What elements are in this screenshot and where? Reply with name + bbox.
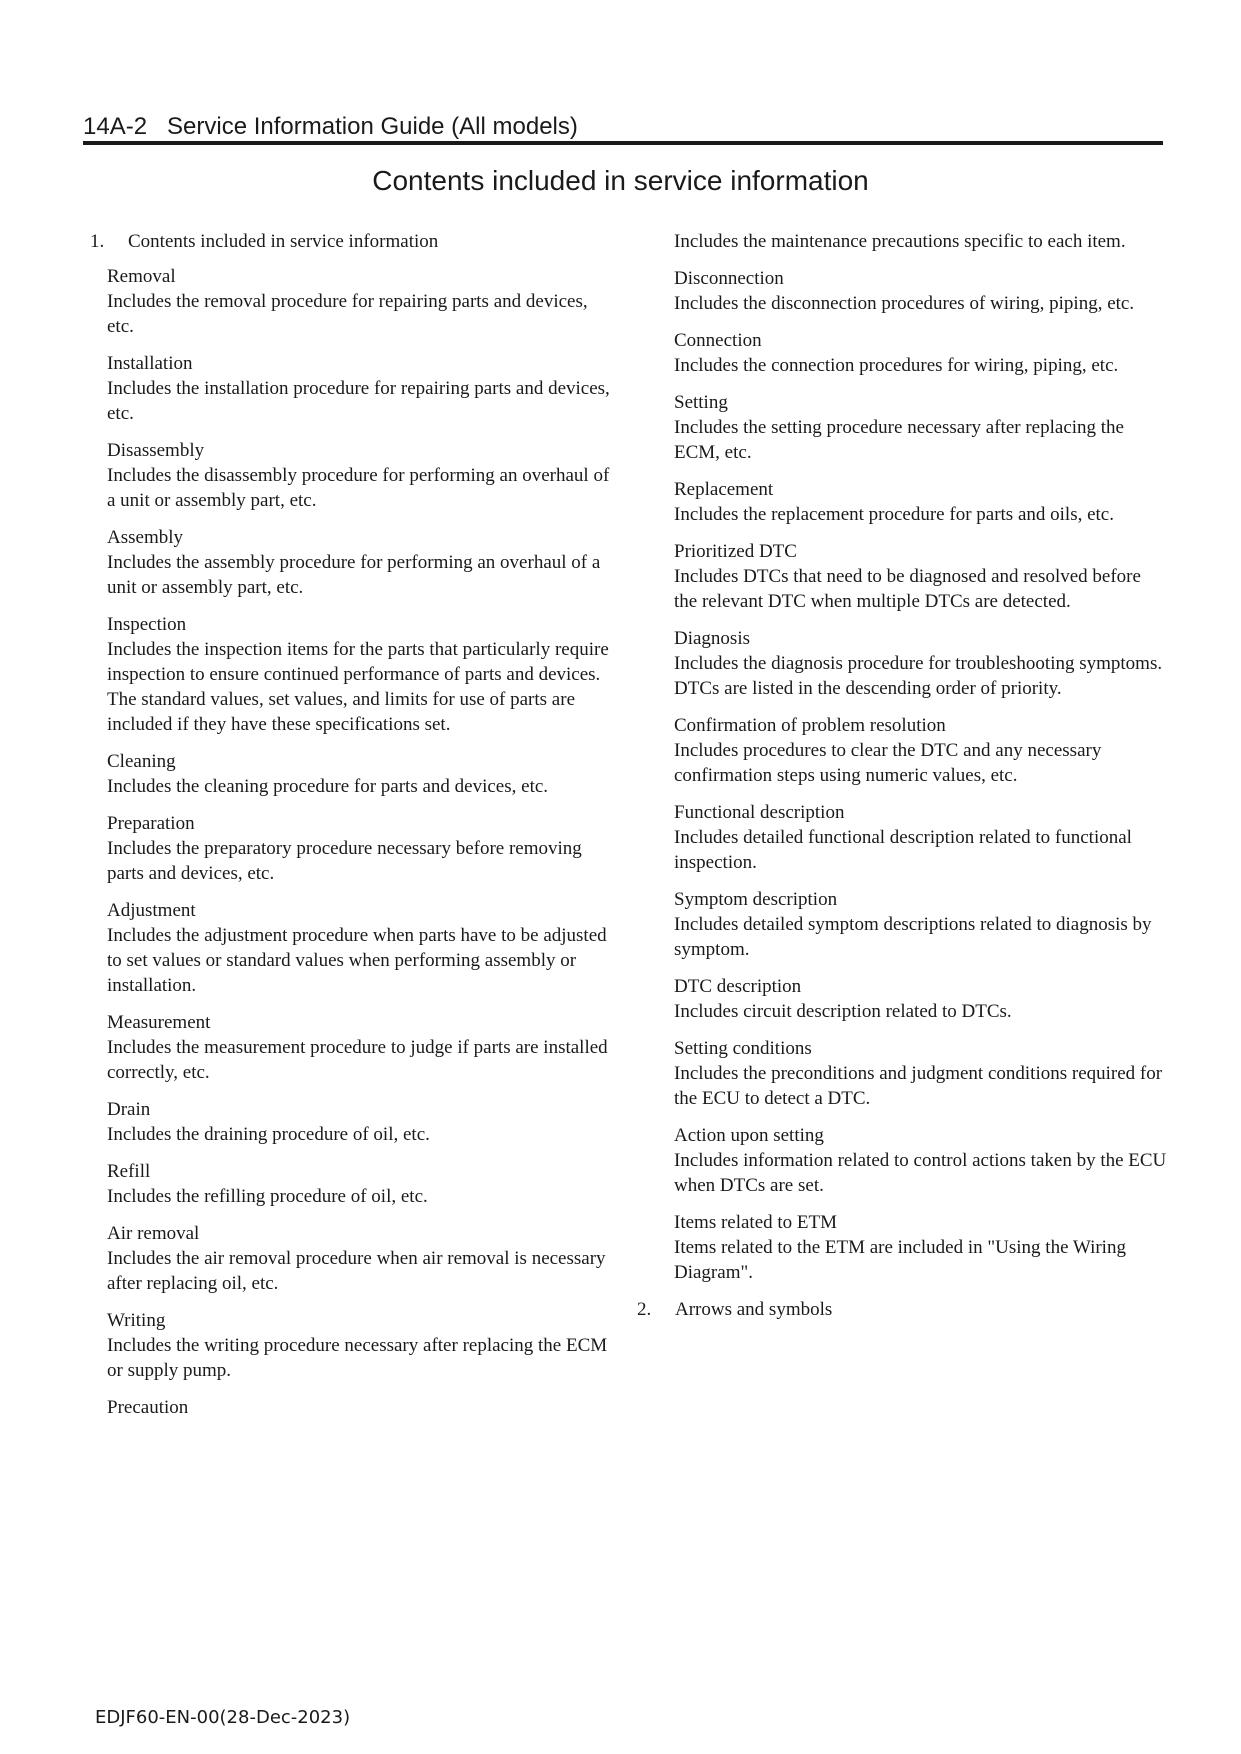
entry-item	[107, 749, 610, 799]
entry-description: Includes procedures to clear the DTC and any necessary confirmation steps using numeric values, etc.	[674, 740, 1102, 786]
entry-description: Includes detailed functional description related to functional inspection.	[674, 827, 1132, 873]
entry-title: Confirmation of problem resolution	[674, 715, 946, 736]
precaution-continuation	[674, 229, 1167, 254]
entry-item	[107, 1308, 610, 1383]
entry-description: Items related to the ETM are included in "Using the Wiring Diagram".	[674, 1237, 1126, 1283]
entry-description: Includes detailed symptom descriptions related to diagnosis by symptom.	[674, 914, 1152, 960]
entry-description: Includes the air removal procedure when air removal is necessary after replacing oil, etc.	[107, 1248, 606, 1294]
entry-description: Includes circuit description related to DTCs.	[674, 1001, 1012, 1022]
left-entry-list	[90, 264, 610, 1420]
section-2-heading	[637, 1297, 1167, 1322]
entry-title: Refill	[107, 1161, 151, 1182]
entry-title: Prioritized DTC	[674, 541, 797, 562]
entry-description: Includes the preconditions and judgment conditions required for the ECU to detect a DTC.	[674, 1063, 1163, 1109]
entry-title: Writing	[107, 1310, 166, 1331]
entry-description: Includes the preparatory procedure necessary before removing parts and devices, etc.	[107, 838, 582, 884]
entry-description: Includes the draining procedure of oil, etc.	[107, 1124, 430, 1145]
document-code-footer: EDJF60-EN-00(28-Dec-2023)	[95, 1707, 351, 1728]
entry-item	[107, 811, 610, 886]
entry-title: Replacement	[674, 479, 774, 500]
page-title	[0, 163, 1241, 199]
entry-item	[107, 525, 610, 600]
entry-title: Connection	[674, 330, 762, 351]
entry-item	[674, 887, 1167, 962]
entry-description: Includes the installation procedure for repairing parts and devices, etc.	[107, 378, 610, 424]
entry-item	[674, 1036, 1167, 1111]
right-column	[637, 229, 1167, 1322]
precaution-description: Includes the maintenance precautions specific to each item.	[674, 231, 1126, 252]
entry-description: Includes the measurement procedure to judge if parts are installed correctly, etc.	[107, 1037, 608, 1083]
entry-description: Includes the disconnection procedures of wiring, piping, etc.	[674, 293, 1135, 314]
entry-title: Diagnosis	[674, 628, 750, 649]
entry-description: Includes information related to control actions taken by the ECU when DTCs are set.	[674, 1150, 1167, 1196]
entry-title: Precaution	[107, 1397, 189, 1418]
entry-description: Includes the cleaning procedure for parts and devices, etc.	[107, 776, 549, 797]
entry-title: Measurement	[107, 1012, 211, 1033]
page-title-text: Contents included in service information	[372, 165, 869, 196]
entry-description: Includes the adjustment procedure when parts have to be adjusted to set values or standard values when performing assembly or installation.	[107, 925, 607, 996]
entry-title: Assembly	[107, 527, 183, 548]
section-1-heading	[90, 229, 610, 254]
entry-item	[674, 626, 1167, 701]
entry-title: Setting conditions	[674, 1038, 812, 1059]
entry-item	[107, 1221, 610, 1296]
page-header: 14A-2 Service Information Guide (All models)	[83, 112, 1163, 145]
entry-item	[107, 438, 610, 513]
entry-item	[107, 1010, 610, 1085]
entry-description: Includes the disassembly procedure for performing an overhaul of a unit or assembly part, etc.	[107, 465, 610, 511]
entry-title: Drain	[107, 1099, 151, 1120]
entry-item	[674, 1123, 1167, 1198]
entry-title: Action upon setting	[674, 1125, 824, 1146]
entry-item	[674, 974, 1167, 1024]
entry-description: Includes the diagnosis procedure for troubleshooting symptoms.	[674, 653, 1163, 674]
entry-item	[107, 264, 610, 339]
section-2-number: 2.	[637, 1299, 652, 1320]
entry-description: Includes the assembly procedure for performing an overhaul of a unit or assembly part, etc.	[107, 552, 601, 598]
entry-title: Setting	[674, 392, 728, 413]
entry-description: DTCs are listed in the descending order of priority.	[674, 678, 1062, 699]
entry-title: Disassembly	[107, 440, 205, 461]
entry-item	[107, 898, 610, 998]
entry-item	[674, 477, 1167, 527]
entry-item	[107, 351, 610, 426]
entry-title: DTC description	[674, 976, 802, 997]
entry-item	[674, 1210, 1167, 1285]
entry-description: Includes the inspection items for the parts that particularly require inspection to ensure continued performance of parts and devices.	[107, 639, 609, 685]
entry-title: Preparation	[107, 813, 195, 834]
entry-title: Cleaning	[107, 751, 176, 772]
entry-description: Includes the writing procedure necessary after replacing the ECM or supply pump.	[107, 1335, 608, 1381]
section-1-title: Contents included in service information	[128, 231, 439, 252]
entry-item	[674, 390, 1167, 465]
entry-description: Includes the connection procedures for wiring, piping, etc.	[674, 355, 1119, 376]
entry-item	[107, 1159, 610, 1209]
entry-title: Items related to ETM	[674, 1212, 838, 1233]
entry-item	[674, 328, 1167, 378]
entry-item	[107, 612, 610, 737]
entry-item	[674, 539, 1167, 614]
entry-title: Functional description	[674, 802, 845, 823]
entry-description: Includes the replacement procedure for parts and oils, etc.	[674, 504, 1114, 525]
entry-item	[674, 713, 1167, 788]
section-1-number: 1.	[90, 231, 105, 252]
left-column	[90, 229, 610, 1432]
entry-title: Air removal	[107, 1223, 200, 1244]
entry-title: Installation	[107, 353, 193, 374]
right-entry-list	[657, 266, 1167, 1285]
entry-title: Symptom description	[674, 889, 838, 910]
entry-description: Includes the removal procedure for repairing parts and devices, etc.	[107, 291, 588, 337]
entry-item	[674, 266, 1167, 316]
entry-description: The standard values, set values, and limits for use of parts are included if they have these specifications set.	[107, 689, 575, 735]
entry-item	[107, 1395, 610, 1420]
entry-description: Includes the setting procedure necessary after replacing the ECM, etc.	[674, 417, 1124, 463]
section-2-title: Arrows and symbols	[675, 1299, 833, 1320]
entry-description: Includes DTCs that need to be diagnosed and resolved before the relevant DTC when multiple DTCs are detected.	[674, 566, 1141, 612]
entry-title: Removal	[107, 266, 176, 287]
entry-description: Includes the refilling procedure of oil, etc.	[107, 1186, 428, 1207]
entry-title: Inspection	[107, 614, 187, 635]
entry-title: Adjustment	[107, 900, 196, 921]
entry-item	[107, 1097, 610, 1147]
entry-title: Disconnection	[674, 268, 784, 289]
entry-item	[674, 800, 1167, 875]
